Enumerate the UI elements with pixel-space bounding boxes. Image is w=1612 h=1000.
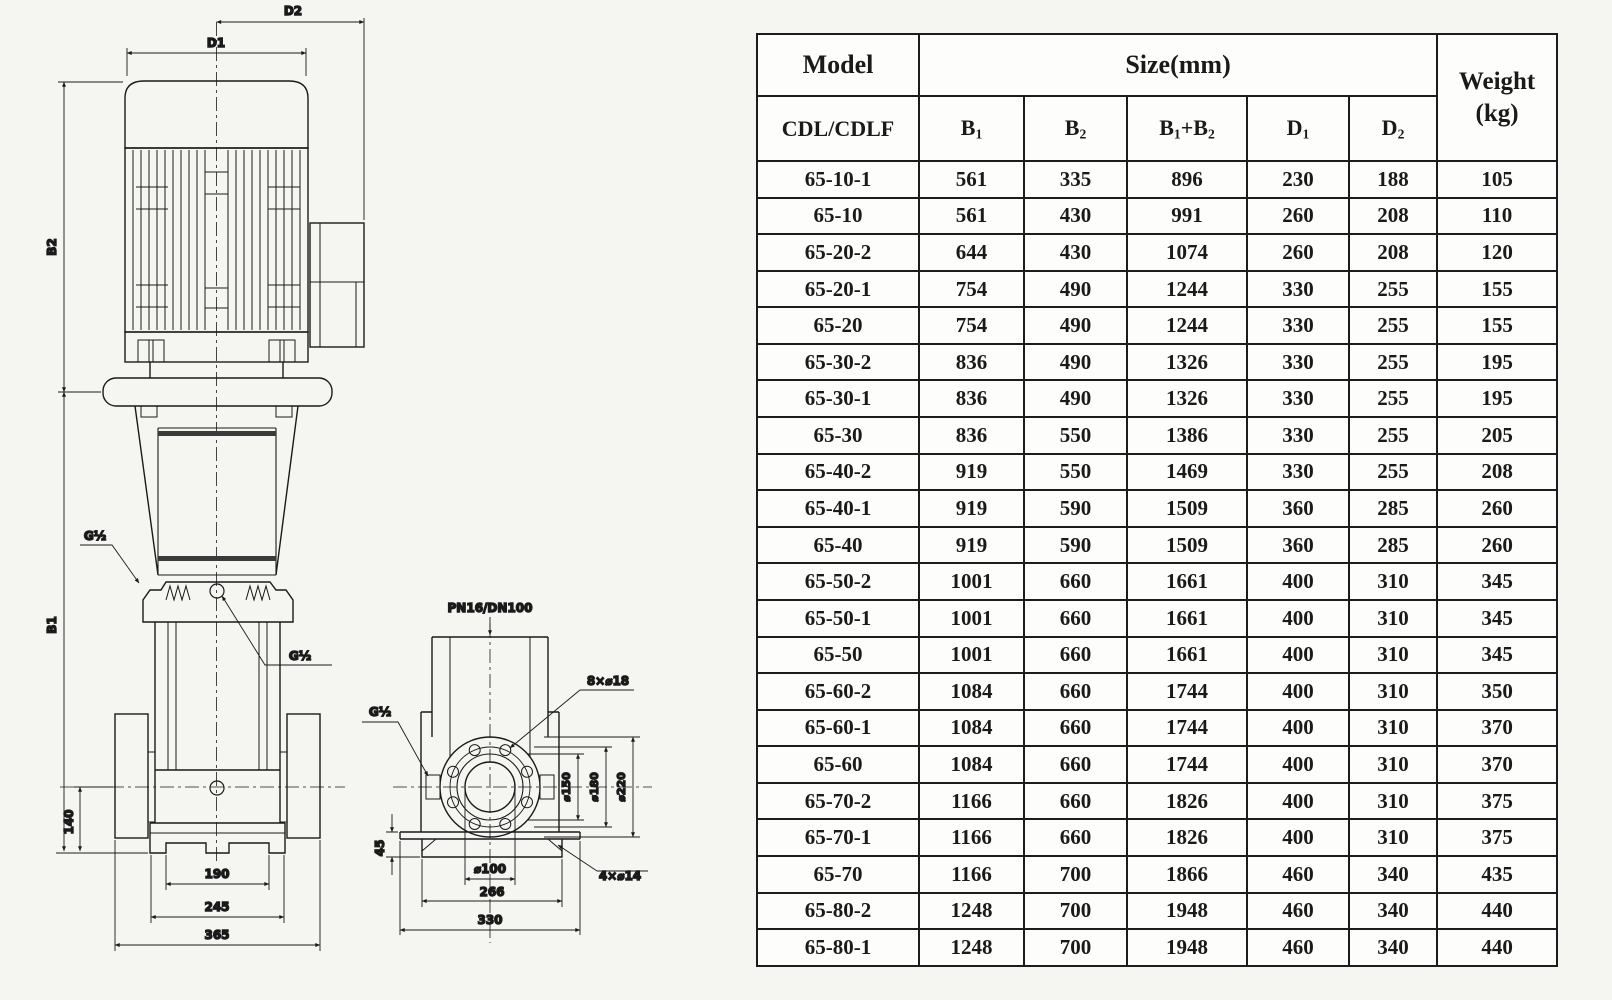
pump-base: [150, 823, 285, 853]
cell-value: 550: [1024, 454, 1127, 491]
table-row: [757, 417, 1557, 454]
port-left-label: G½: [83, 529, 107, 543]
base-holes-label: 4×⌀14: [598, 869, 642, 883]
cell-value: 1166: [919, 783, 1024, 820]
dim-190-label: 190: [204, 867, 230, 881]
cell-value: 400: [1247, 637, 1349, 674]
table-row: [757, 234, 1557, 271]
table-row: [757, 307, 1557, 344]
dim-d2-label: D2: [283, 4, 303, 18]
cell-model: 65-80-2: [757, 893, 919, 930]
port-vent-label: G½: [288, 649, 312, 663]
cell-value: 660: [1024, 673, 1127, 710]
cell-value: 260: [1247, 198, 1349, 235]
cell-value: 660: [1024, 819, 1127, 856]
cell-value: 400: [1247, 563, 1349, 600]
cell-model: 65-70-2: [757, 783, 919, 820]
dim-266-label: 266: [479, 885, 505, 899]
cell-value: 1244: [1127, 307, 1247, 344]
cell-model: 65-40-2: [757, 454, 919, 491]
cell-value: 255: [1349, 271, 1437, 308]
cell-value: 330: [1247, 417, 1349, 454]
cell-value: 208: [1437, 454, 1557, 491]
cell-value: 400: [1247, 600, 1349, 637]
table-row: [757, 929, 1557, 966]
cell-value: 561: [919, 161, 1024, 198]
cell-value: 310: [1349, 710, 1437, 747]
cell-value: 1744: [1127, 673, 1247, 710]
cell-value: 1509: [1127, 527, 1247, 564]
dia-150-label: ⌀150: [560, 772, 573, 802]
cell-value: 230: [1247, 161, 1349, 198]
table-row: [757, 527, 1557, 564]
table-row: [757, 161, 1557, 198]
cell-value: 1661: [1127, 600, 1247, 637]
dimension-table: [756, 33, 1556, 967]
cell-value: 340: [1349, 856, 1437, 893]
header-size-col-4: $D_2$: [1349, 96, 1437, 161]
cell-value: 255: [1349, 344, 1437, 381]
cell-value: 430: [1024, 234, 1127, 271]
cell-value: 1326: [1127, 380, 1247, 417]
bottom-dimensions: [362, 617, 648, 935]
table-row: [757, 783, 1557, 820]
table-row: [757, 271, 1557, 308]
table-row: [757, 344, 1557, 381]
cell-value: 1244: [1127, 271, 1247, 308]
pump-head: [143, 582, 293, 622]
cell-value: 330: [1247, 271, 1349, 308]
header-weight-line1: Weight: [1458, 68, 1536, 96]
cell-value: 120: [1437, 234, 1557, 271]
cell-value: 460: [1247, 893, 1349, 930]
header-size-col-0: $B_1$: [919, 96, 1024, 161]
side-view: [45, 4, 364, 951]
dia-100-label: ⌀100: [473, 862, 507, 876]
cell-value: 110: [1437, 198, 1557, 235]
table-row: [757, 600, 1557, 637]
cell-value: 991: [1127, 198, 1247, 235]
cell-model: 65-20: [757, 307, 919, 344]
cell-value: 330: [1247, 454, 1349, 491]
cell-value: 1166: [919, 819, 1024, 856]
cell-value: 1074: [1127, 234, 1247, 271]
cell-value: 375: [1437, 819, 1557, 856]
pump-column: [155, 622, 280, 823]
cell-model: 65-70-1: [757, 819, 919, 856]
cell-value: 590: [1024, 490, 1127, 527]
cell-value: 195: [1437, 344, 1557, 381]
cell-value: 700: [1024, 856, 1127, 893]
table-row: [757, 563, 1557, 600]
header-size-col-1: $B_2$: [1024, 96, 1127, 161]
cell-value: 400: [1247, 673, 1349, 710]
table-row: [757, 856, 1557, 893]
cell-value: 360: [1247, 527, 1349, 564]
cell-value: 195: [1437, 380, 1557, 417]
drain-plug: [210, 781, 224, 795]
cell-value: 660: [1024, 783, 1127, 820]
cell-value: 340: [1349, 893, 1437, 930]
dim-b2-label: B2: [45, 238, 59, 256]
cell-model: 65-10-1: [757, 161, 919, 198]
cell-value: 208: [1349, 198, 1437, 235]
cell-value: 400: [1247, 746, 1349, 783]
dim-245-label: 245: [204, 900, 230, 914]
dim-330-label: 330: [477, 913, 503, 927]
cell-value: 490: [1024, 307, 1127, 344]
cell-value: 285: [1349, 527, 1437, 564]
cell-value: 255: [1349, 454, 1437, 491]
dia-220-label: ⌀220: [615, 772, 628, 802]
cell-value: 375: [1437, 783, 1557, 820]
cell-model: 65-40-1: [757, 490, 919, 527]
cell-value: 1386: [1127, 417, 1247, 454]
cell-value: 188: [1349, 161, 1437, 198]
cell-value: 919: [919, 490, 1024, 527]
cell-value: 660: [1024, 710, 1127, 747]
cell-value: 310: [1349, 563, 1437, 600]
side-flanges: [115, 714, 320, 838]
bolt-holes-label: 8×⌀18: [586, 674, 630, 688]
cell-value: 660: [1024, 746, 1127, 783]
cell-value: 700: [1024, 929, 1127, 966]
cell-value: 836: [919, 417, 1024, 454]
cell-value: 345: [1437, 637, 1557, 674]
cell-value: 460: [1247, 929, 1349, 966]
cell-value: 590: [1024, 527, 1127, 564]
cell-value: 310: [1349, 673, 1437, 710]
cell-value: 1661: [1127, 563, 1247, 600]
cell-value: 310: [1349, 783, 1437, 820]
cell-value: 1826: [1127, 783, 1247, 820]
cell-value: 1248: [919, 929, 1024, 966]
header-size-col-3: $D_1$: [1247, 96, 1349, 161]
cell-model: 65-50: [757, 637, 919, 674]
cell-value: 255: [1349, 307, 1437, 344]
header-size-col-2: $B_1+B_2$: [1127, 96, 1247, 161]
cell-value: 400: [1247, 783, 1349, 820]
cell-model: 65-30: [757, 417, 919, 454]
cell-value: 260: [1437, 527, 1557, 564]
cell-value: 345: [1437, 563, 1557, 600]
dim-45-label: 45: [373, 839, 387, 857]
flange-spec-label: PN16/DN100: [447, 601, 533, 615]
cell-value: 660: [1024, 600, 1127, 637]
cell-value: 490: [1024, 271, 1127, 308]
dim-b1-label: B1: [45, 616, 59, 634]
cell-value: 155: [1437, 307, 1557, 344]
cell-value: 1744: [1127, 746, 1247, 783]
cell-value: 896: [1127, 161, 1247, 198]
cell-value: 440: [1437, 893, 1557, 930]
cell-value: 1001: [919, 637, 1024, 674]
cell-value: 330: [1247, 380, 1349, 417]
side-dimensions: [56, 18, 364, 951]
cell-value: 430: [1024, 198, 1127, 235]
cell-value: 700: [1024, 893, 1127, 930]
cell-value: 550: [1024, 417, 1127, 454]
table-row: [757, 746, 1557, 783]
cell-value: 1469: [1127, 454, 1247, 491]
cell-value: 1509: [1127, 490, 1247, 527]
cell-value: 435: [1437, 856, 1557, 893]
cell-value: 919: [919, 454, 1024, 491]
cell-value: 1948: [1127, 893, 1247, 930]
table-row: [757, 380, 1557, 417]
size-weight-table: [756, 33, 1558, 967]
port-drain-label: G½: [368, 705, 392, 719]
cell-value: 370: [1437, 710, 1557, 747]
cell-value: 310: [1349, 819, 1437, 856]
cell-value: 490: [1024, 344, 1127, 381]
cell-value: 754: [919, 307, 1024, 344]
cell-value: 1166: [919, 856, 1024, 893]
motor-terminal-box: [310, 223, 364, 347]
cell-model: 65-60-2: [757, 673, 919, 710]
cell-value: 335: [1024, 161, 1127, 198]
vent-plug: [210, 584, 224, 598]
cell-value: 370: [1437, 746, 1557, 783]
cell-value: 836: [919, 344, 1024, 381]
header-size: Size(mm): [919, 34, 1437, 96]
cell-value: 1084: [919, 673, 1024, 710]
dia-180-label: ⌀180: [588, 772, 601, 802]
cell-value: 644: [919, 234, 1024, 271]
cell-value: 260: [1247, 234, 1349, 271]
cell-value: 255: [1349, 380, 1437, 417]
cell-value: 340: [1349, 929, 1437, 966]
cell-value: 260: [1437, 490, 1557, 527]
header-model-sub: CDL/CDLF: [757, 96, 919, 161]
cell-value: 1866: [1127, 856, 1247, 893]
cell-value: 310: [1349, 637, 1437, 674]
cell-value: 836: [919, 380, 1024, 417]
cell-value: 919: [919, 527, 1024, 564]
cell-value: 440: [1437, 929, 1557, 966]
table-row: [757, 710, 1557, 747]
cell-model: 65-50-1: [757, 600, 919, 637]
cell-value: 310: [1349, 600, 1437, 637]
cell-value: 1326: [1127, 344, 1247, 381]
cell-value: 330: [1247, 307, 1349, 344]
cell-value: 400: [1247, 710, 1349, 747]
cell-model: 65-40: [757, 527, 919, 564]
cell-value: 1084: [919, 710, 1024, 747]
dim-365-label: 365: [204, 928, 230, 942]
table-row: [757, 819, 1557, 856]
table-row: [757, 893, 1557, 930]
cell-value: 754: [919, 271, 1024, 308]
cell-model: 65-70: [757, 856, 919, 893]
cell-model: 65-30-1: [757, 380, 919, 417]
cell-value: 660: [1024, 563, 1127, 600]
cell-value: 1661: [1127, 637, 1247, 674]
cell-value: 285: [1349, 490, 1437, 527]
dim-d1-label: D1: [206, 36, 226, 50]
cell-value: 155: [1437, 271, 1557, 308]
cell-value: 1744: [1127, 710, 1247, 747]
cell-value: 400: [1247, 819, 1349, 856]
pump-drawing: [0, 0, 756, 1000]
cell-value: 205: [1437, 417, 1557, 454]
cell-value: 1001: [919, 563, 1024, 600]
cell-value: 345: [1437, 600, 1557, 637]
cell-value: 1001: [919, 600, 1024, 637]
cell-model: 65-60-1: [757, 710, 919, 747]
cell-model: 65-60: [757, 746, 919, 783]
table-row: [757, 673, 1557, 710]
cell-value: 105: [1437, 161, 1557, 198]
cell-value: 350: [1437, 673, 1557, 710]
table-row: [757, 198, 1557, 235]
cell-value: 1248: [919, 893, 1024, 930]
table-row: [757, 454, 1557, 491]
cell-value: 360: [1247, 490, 1349, 527]
cell-value: 310: [1349, 746, 1437, 783]
cell-model: 65-10: [757, 198, 919, 235]
cell-value: 561: [919, 198, 1024, 235]
cell-value: 1826: [1127, 819, 1247, 856]
cell-value: 460: [1247, 856, 1349, 893]
cell-model: 65-50-2: [757, 563, 919, 600]
dim-140-label: 140: [62, 809, 76, 835]
cell-model: 65-20-1: [757, 271, 919, 308]
bottom-view: [362, 601, 652, 943]
cell-value: 660: [1024, 637, 1127, 674]
cell-value: 490: [1024, 380, 1127, 417]
header-model: Model: [757, 34, 919, 96]
table-row: [757, 490, 1557, 527]
cell-value: 1948: [1127, 929, 1247, 966]
cell-value: 1084: [919, 746, 1024, 783]
cell-model: 65-30-2: [757, 344, 919, 381]
header-weight: [1437, 34, 1557, 161]
header-weight-line2: (kg): [1475, 99, 1519, 127]
table-row: [757, 637, 1557, 674]
cell-model: 65-80-1: [757, 929, 919, 966]
cell-value: 208: [1349, 234, 1437, 271]
cell-value: 255: [1349, 417, 1437, 454]
cell-model: 65-20-2: [757, 234, 919, 271]
cell-value: 330: [1247, 344, 1349, 381]
